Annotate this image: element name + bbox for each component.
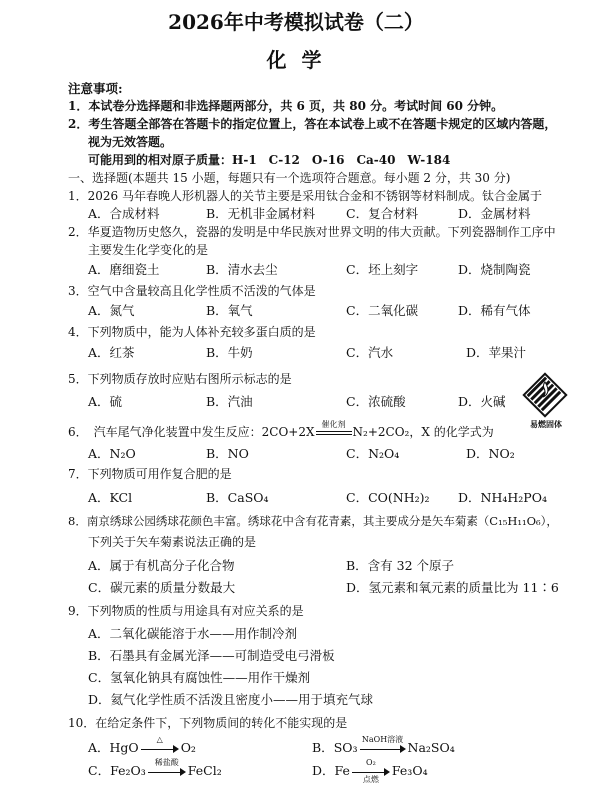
notes-heading: 注意事项: — [68, 81, 123, 96]
q3-option-a[interactable]: A．氮气 — [88, 303, 135, 318]
q10-d-condition-top: O₂ — [366, 757, 376, 767]
subject-title: 化 学 — [266, 48, 326, 72]
q10-a-from: HgO — [109, 740, 139, 755]
q4-option-d[interactable]: D．苹果汁 — [466, 345, 527, 360]
arrow-right-icon — [352, 757, 390, 784]
question-4-stem: 4．下列物质中，能为人体补充较多蛋白质的是 — [68, 325, 316, 339]
q5-option-b[interactable]: B．汽油 — [206, 394, 253, 409]
q2-option-a[interactable]: A．磨细瓷土 — [88, 262, 160, 277]
q2-option-c[interactable]: C．坯上刻字 — [346, 262, 419, 277]
q7-option-d[interactable]: D．NH₄H₂PO₄ — [458, 490, 547, 505]
q10-b-label: B． — [312, 740, 334, 755]
equals-sign-icon — [316, 419, 352, 438]
note-1: 1．本试卷分选择题和非选择题两部分，共 6 页，共 80 分。考试时间 60 分钟。 — [68, 99, 504, 113]
question-1-stem: 1．2026 马年春晚人形机器人的关节主要是采用钛合金和不锈钢等材料制成。钛合金属于 — [68, 189, 542, 203]
q6-stem-post: N₂+2CO₂，X 的化学式为 — [352, 425, 494, 439]
q4-option-b[interactable]: B．牛奶 — [206, 345, 253, 360]
q10-c-label: C． — [88, 763, 111, 778]
arrow-right-icon — [360, 734, 406, 754]
q1-option-c[interactable]: C．复合材料 — [346, 206, 419, 221]
q9-option-d[interactable]: D．氦气化学性质不活泼且密度小——用于填充气球 — [88, 692, 374, 707]
q10-d-from: Fe — [334, 763, 350, 778]
q10-option-d[interactable] — [312, 757, 428, 784]
question-8-stem: 8．南京绣球公园绣球花颜色丰富。绣球花中含有花青素，其主要成分是矢车菊素（C₁₅H₁₁O₆）， — [68, 514, 558, 528]
question-9-stem: 9．下列物质的性质与用途具有对应关系的是 — [68, 604, 304, 618]
q10-a-condition: △ — [156, 734, 163, 744]
q10-option-b[interactable] — [312, 734, 455, 756]
q10-option-a[interactable] — [88, 734, 196, 756]
q4-option-a[interactable]: A．红茶 — [88, 345, 135, 360]
q1-option-a[interactable]: A．合成材料 — [88, 206, 160, 221]
q7-option-b[interactable]: B．CaSO₄ — [206, 490, 269, 505]
q8-option-c[interactable]: C．碳元素的质量分数最大 — [88, 580, 236, 595]
question-6-stem — [68, 419, 494, 440]
q8-option-d[interactable]: D．氢元素和氧元素的质量比为 11∶6 — [346, 580, 559, 595]
q9-option-b[interactable]: B．石墨具有金属光泽——可制造受电弓滑板 — [88, 648, 335, 663]
q6-stem-pre: 6． 汽车尾气净化装置中发生反应：2CO+2X — [68, 425, 315, 439]
question-10-stem: 10．在给定条件下，下列物质间的转化不能实现的是 — [68, 716, 348, 730]
q6-option-b[interactable]: B．NO — [206, 446, 249, 461]
question-2-stem: 2．华夏造物历史悠久，瓷器的发明是中华民族对世界文明的伟大贡献。下列瓷器制作工序中 — [68, 225, 556, 239]
q5-option-a[interactable]: A．硫 — [88, 394, 123, 409]
hazard-sign-label: 易燃固体 — [530, 419, 562, 429]
q6-option-d[interactable]: D．NO₂ — [466, 446, 515, 461]
q7-option-a[interactable]: A．KCl — [88, 490, 133, 505]
q5-option-c[interactable]: C．浓硫酸 — [346, 394, 406, 409]
note-2: 2．考生答题全部答在答题卡的指定位置上，答在本试卷上或不在答题卡规定的区域内答题， — [68, 117, 557, 131]
q8-option-b[interactable]: B．含有 32 个原子 — [346, 558, 455, 573]
q10-c-to: FeCl₂ — [187, 763, 222, 778]
q10-b-condition: NaOH溶液 — [361, 734, 404, 744]
arrow-right-icon — [141, 734, 179, 754]
section-heading: 一、选择题(本题共 15 小题，每题只有一个选项符合题意。每小题 2 分，共 30 分) — [68, 171, 511, 185]
note-2-cont: 视为无效答题。 — [88, 135, 173, 149]
q3-option-d[interactable]: D．稀有气体 — [458, 303, 531, 318]
q3-option-c[interactable]: C．二氧化碳 — [346, 303, 419, 318]
q10-option-c[interactable] — [88, 757, 222, 779]
q3-option-b[interactable]: B．氧气 — [206, 303, 253, 318]
question-5-stem: 5．下列物质存放时应贴右图所示标志的是 — [68, 372, 292, 386]
q6-option-a[interactable]: A．N₂O — [88, 446, 136, 461]
q2-option-d[interactable]: D．烧制陶瓷 — [458, 262, 531, 277]
q10-c-from: Fe₂O₃ — [110, 763, 146, 778]
q7-option-c[interactable]: C．CO(NH₂)₂ — [346, 490, 430, 505]
q9-option-c[interactable]: C．氢氧化钠具有腐蚀性——用作干燥剂 — [88, 670, 311, 685]
exam-title: 2026年中考模拟试卷（二） — [168, 10, 424, 34]
q8-option-a[interactable]: A．属于有机高分子化合物 — [88, 558, 235, 573]
q1-option-d[interactable]: D．金属材料 — [458, 206, 531, 221]
q1-option-b[interactable]: B．无机非金属材料 — [206, 206, 316, 221]
q10-a-to: O₂ — [180, 740, 196, 755]
flammable-solid-hazard-icon — [522, 372, 568, 418]
q10-b-to: Na₂SO₄ — [407, 740, 455, 755]
atomic-masses: 可能用到的相对原子质量：H-1 C-12 O-16 Ca-40 W-184 — [88, 153, 451, 167]
q10-c-condition: 稀盐酸 — [154, 757, 179, 767]
q2-option-b[interactable]: B．清水去尘 — [206, 262, 278, 277]
q10-d-label: D． — [312, 763, 335, 778]
q10-b-from: SO₃ — [333, 740, 358, 755]
q6-option-c[interactable]: C．N₂O₄ — [346, 446, 400, 461]
q10-d-condition-bottom: 点燃 — [362, 774, 379, 784]
q10-a-label: A． — [88, 740, 110, 755]
q4-option-c[interactable]: C．汽水 — [346, 345, 394, 360]
q5-option-d[interactable]: D．火碱 — [458, 394, 506, 409]
question-8-stem-cont: 下列关于矢车菊素说法正确的是 — [88, 535, 257, 549]
q6-catalyst-label: 催化剂 — [321, 419, 346, 429]
q10-d-to: Fe₃O₄ — [391, 763, 428, 778]
q9-option-a[interactable]: A．二氧化碳能溶于水——用作制冷剂 — [88, 626, 298, 641]
question-3-stem: 3．空气中含量较高且化学性质不活泼的气体是 — [68, 284, 316, 298]
arrow-right-icon — [148, 757, 186, 777]
question-2-stem-cont: 主要发生化学变化的是 — [88, 243, 209, 257]
question-7-stem: 7．下列物质可用作复合肥的是 — [68, 467, 232, 481]
